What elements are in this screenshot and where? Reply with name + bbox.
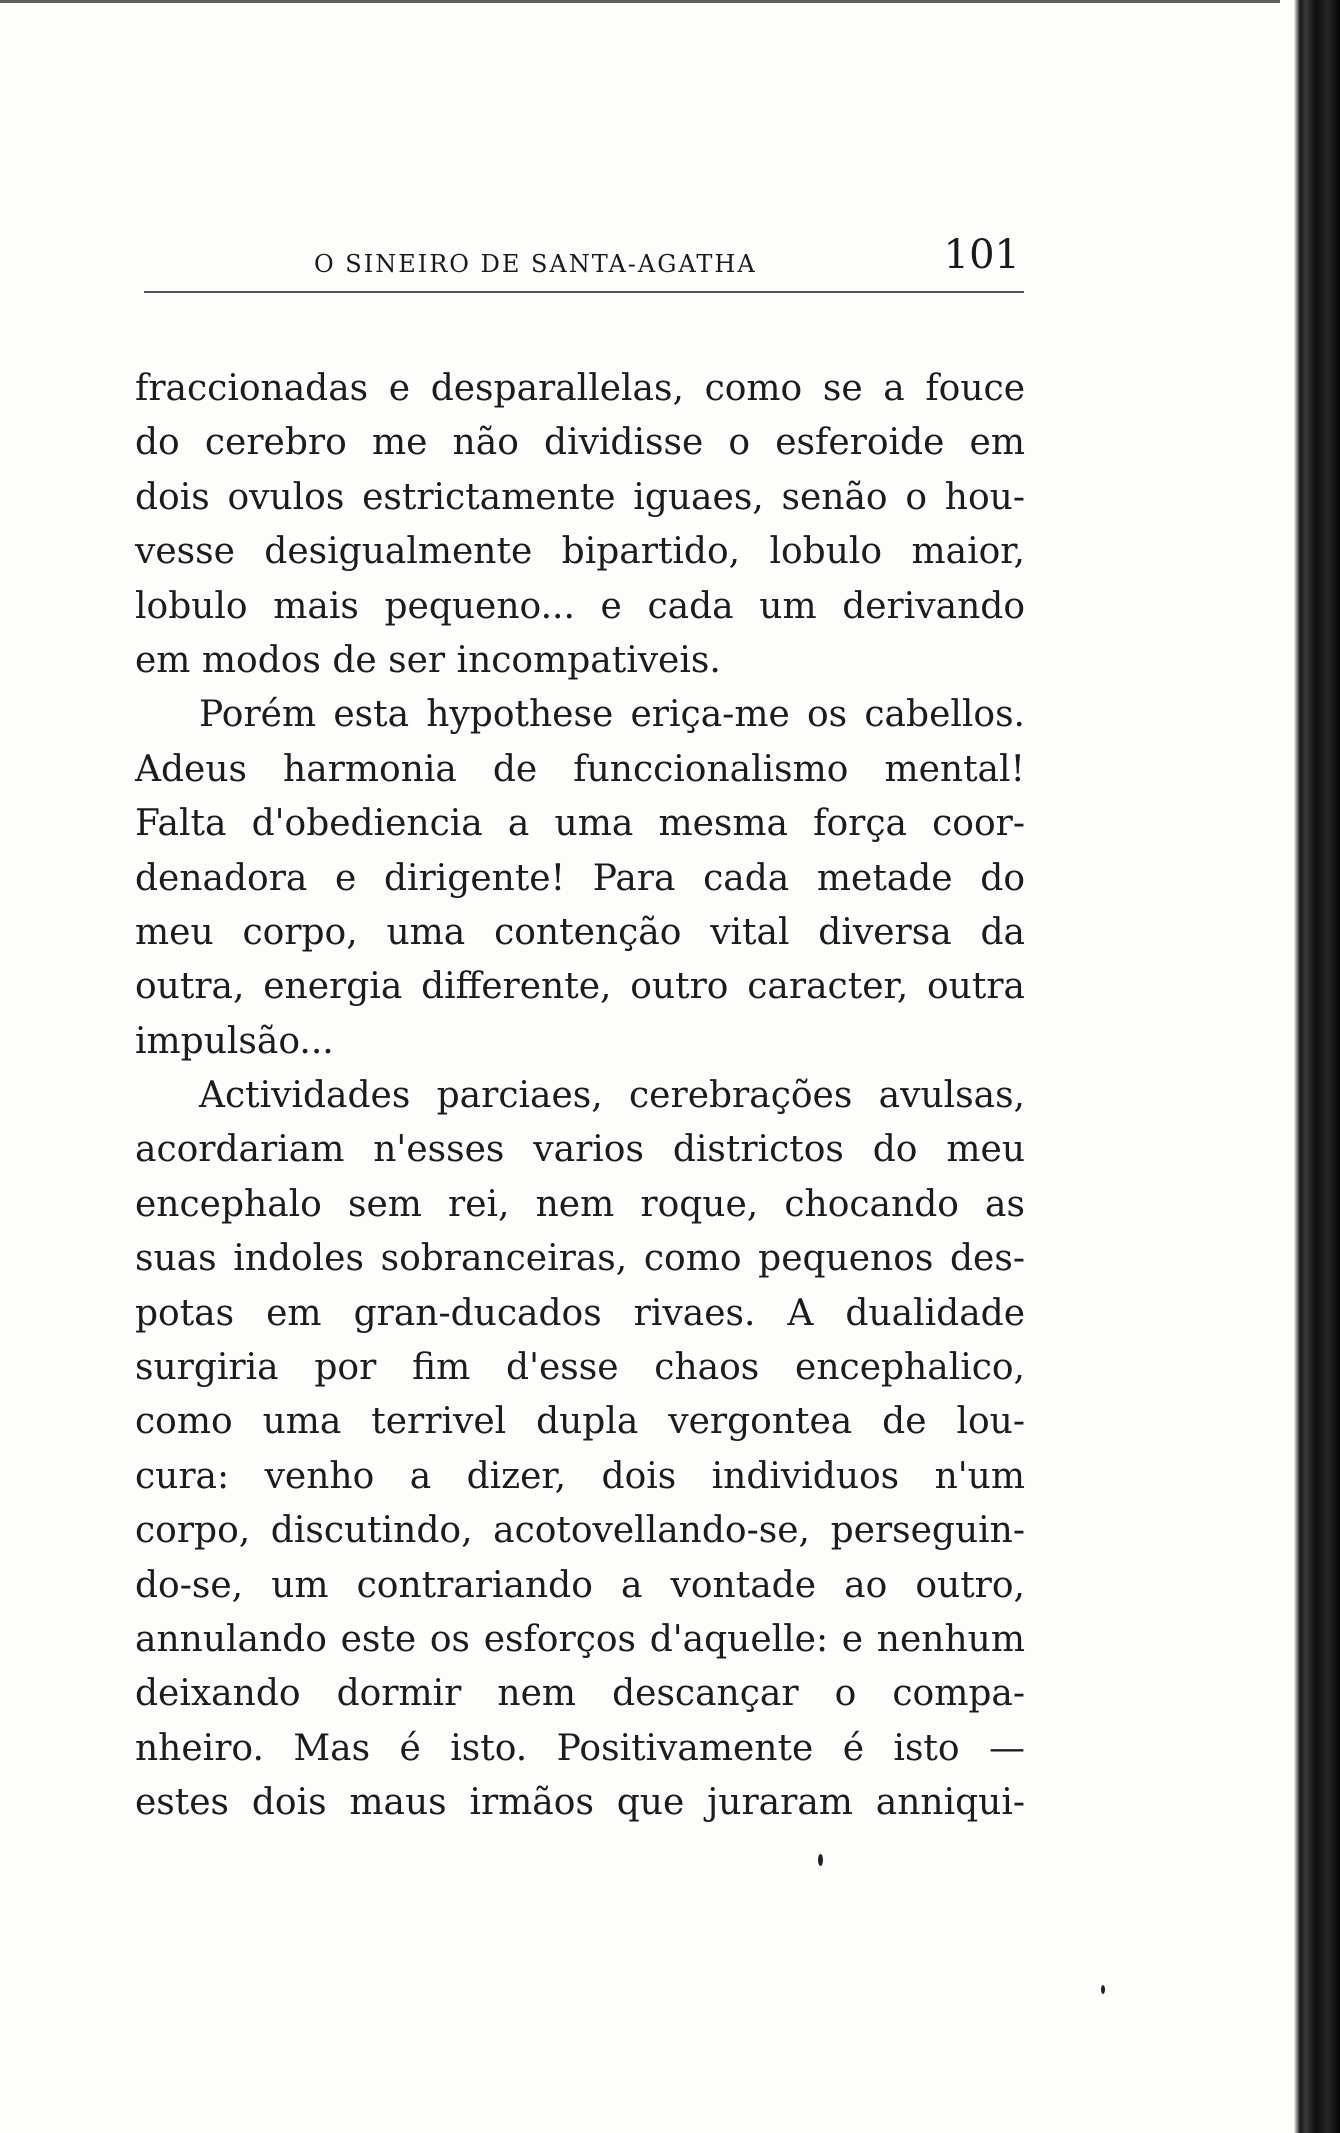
- text-line: encephalo sem rei, nem roque, chocando as: [135, 1183, 1025, 1225]
- text-line: potas em gran-ducados rivaes. A dualidade: [135, 1292, 1025, 1334]
- body-text: [135, 362, 1025, 1831]
- text-line: nheiro. Mas é isto. Positivamente é isto —: [135, 1727, 1025, 1769]
- text-line: impulsão...: [135, 1020, 334, 1062]
- header-rule: [144, 291, 1024, 293]
- text-line: denadora e dirigente! Para cada metade do: [135, 857, 1025, 899]
- text-line: dois ovulos estrictamente iguaes, senão o hou-: [135, 476, 1025, 518]
- page-number: 101: [943, 232, 1020, 278]
- text-line: suas indoles sobranceiras, como pequenos des-: [135, 1238, 1025, 1280]
- text-line: como uma terrivel dupla vergontea de lou-: [135, 1401, 1025, 1443]
- text-line: do-se, um contrariando a vontade ao outro,: [135, 1564, 1025, 1606]
- running-title: O SINEIRO DE SANTA-AGATHA: [314, 250, 757, 278]
- text-line: surgiria por fim d'esse chaos encephalico,: [135, 1347, 1025, 1389]
- text-line: em modos de ser incompativeis.: [135, 639, 721, 681]
- text-line: cura: venho a dizer, dois individuos n'um: [135, 1455, 1025, 1497]
- text-line: deixando dormir nem descançar o compa-: [135, 1673, 1025, 1715]
- text-line: do cerebro me não dividisse o esferoide em: [135, 422, 1025, 464]
- text-line: acordariam n'esses varios districtos do meu: [135, 1129, 1025, 1171]
- text-line: estes dois maus irmãos que juraram anniqui-: [135, 1782, 1025, 1824]
- ink-speck: [818, 1854, 823, 1866]
- ink-speck: [1101, 1985, 1105, 1994]
- binding-edge: [1294, 0, 1340, 2133]
- text-line: vesse desigualmente bipartido, lobulo maior,: [135, 531, 1025, 573]
- running-head: [138, 230, 1028, 290]
- text-line: lobulo mais pequeno... e cada um derivando: [135, 585, 1025, 627]
- text-line: Porém esta hypothese eriça-me os cabellos.: [199, 694, 1025, 736]
- text-line: meu corpo, uma contenção vital diversa da: [135, 911, 1025, 953]
- text-line: outra, energia differente, outro caracter, outra: [135, 966, 1025, 1008]
- text-line: corpo, discutindo, acotovellando-se, perseguin-: [135, 1510, 1025, 1552]
- text-line: Actividades parciaes, cerebrações avulsas,: [199, 1075, 1025, 1117]
- text-line: fraccionadas e desparallelas, como se a fouce: [135, 368, 1025, 409]
- text-line: Falta d'obediencia a uma mesma força coor-: [135, 803, 1025, 845]
- text-line: Adeus harmonia de funccionalismo mental!: [135, 748, 1025, 790]
- text-line: annulando este os esforços d'aquelle: e nenhum: [135, 1618, 1025, 1660]
- top-edge-line: [0, 0, 1280, 3]
